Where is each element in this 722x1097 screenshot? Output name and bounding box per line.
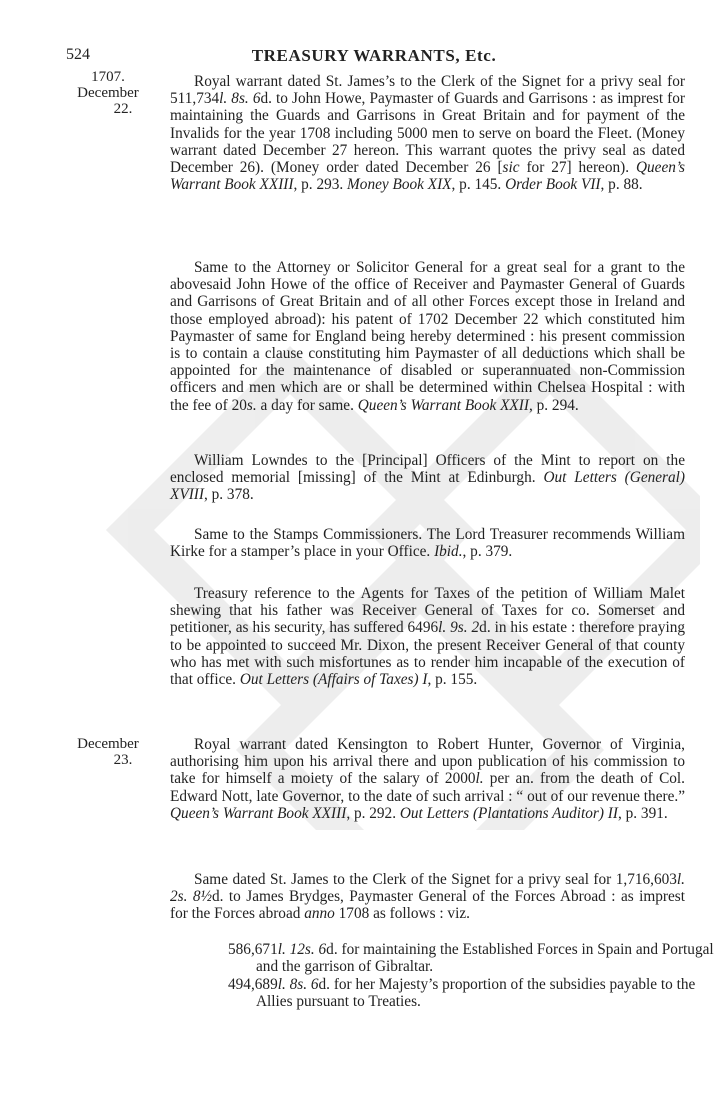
entry-stamps-commissioners: Same to the Stamps Commissioners. The Lord Treasurer recommends William Kirke for a stamper’s place in your Office. Ibid., p. 379. [170, 526, 685, 561]
page-number: 524 [66, 46, 90, 63]
entry-brydges-forces-abroad: Same dated St. James to the Clerk of the Signet for a privy seal for 1,716,603l. 2s. 8½d. to James Brydges, Paymaster General of the Forces Abroad : as imprest for the Forces abroad anno 1708 as follows : viz. [170, 871, 685, 923]
list-item-spain-portugal: 586,671l. 12s. 6d. for maintaining the Established Forces in Spain and Portugal and the garrison of Gibraltar. [228, 941, 714, 976]
list-item-subsidies: 494,689l. 8s. 6d. for her Majesty’s proportion of the subsidies payable to the Allies pursuant to Treaties. [228, 976, 696, 1011]
entry-howe-great-seal: Same to the Attorney or Solicitor General for a great seal for a grant to the abovesaid John Howe of the office of Receiver and Paymaster General of Guards and Garrisons of Great Britain and of all other Forces except those in Ireland and those employed abroad): his patent of 1702 December 22 which constituted him Paymaster of same for England being hereby determined : his present commission is to contain a clause constituting him Paymaster of all deductions which shall be appointed for the maintenance of disabled or superannuated non-Commission officers and men which are or shall be determined within Chelsea Hospital : with the fee of 20s. a day for same. Queen’s Warrant Book XXII, p. 294. [170, 259, 685, 414]
margin-date-december-23: December 23. [77, 736, 139, 768]
margin-date-december-22: 1707. December 22. [77, 69, 139, 117]
page-header [66, 46, 682, 66]
entry-lowndes-mint: William Lowndes to the [Principal] Officers of the Mint to report on the enclosed memorial [missing] of the Mint at Edinburgh. Out Letters (General) XVIII, p. 378. [170, 452, 685, 504]
entry-howe-privy-seal: Royal warrant dated St. James’s to the Clerk of the Signet for a privy seal for 511,734l. 8s. 6d. to John Howe, Paymaster of Guards and Garrisons : as imprest for maintaining the Guards and Garrisons in Great Britain and for payment of the Invalids for the year 1708 including 5000 men to serve on board the Fleet. (Money warrant dated December 27 hereon. This warrant quotes the privy seal as dated December 26). (Money order dated December 26 [sic for 27] hereon). Queen’s Warrant Book XXIII, p. 293. Money Book XIX, p. 145. Order Book VII, p. 88. [170, 73, 686, 194]
running-title: TREASURY WARRANTS, Etc. [251, 46, 497, 65]
entry-malet-petition: Treasury reference to the Agents for Taxes of the petition of William Malet shewing that his father was Receiver General of Taxes for co. Somerset and petitioner, as his security, has suffered 6496l. 9s. 2d. in his estate : therefore praying to be appointed to succeed Mr. Dixon, the present Receiver General of that county who has met with such misfortunes as to render him incapable of the execution of that office. Out Letters (Affairs of Taxes) I, p. 155. [170, 585, 686, 689]
entry-hunter-virginia: Royal warrant dated Kensington to Robert Hunter, Governor of Virginia, authorising him upon his arrival there and upon publication of his commission to take for himself a moiety of the salary of 2000l. per an. from the death of Col. Edward Nott, late Governor, to the date of such arrival : “ out of our revenue there.” Queen’s Warrant Book XXIII, p. 292. Out Letters (Plantations Auditor) II, p. 391. [170, 736, 685, 822]
